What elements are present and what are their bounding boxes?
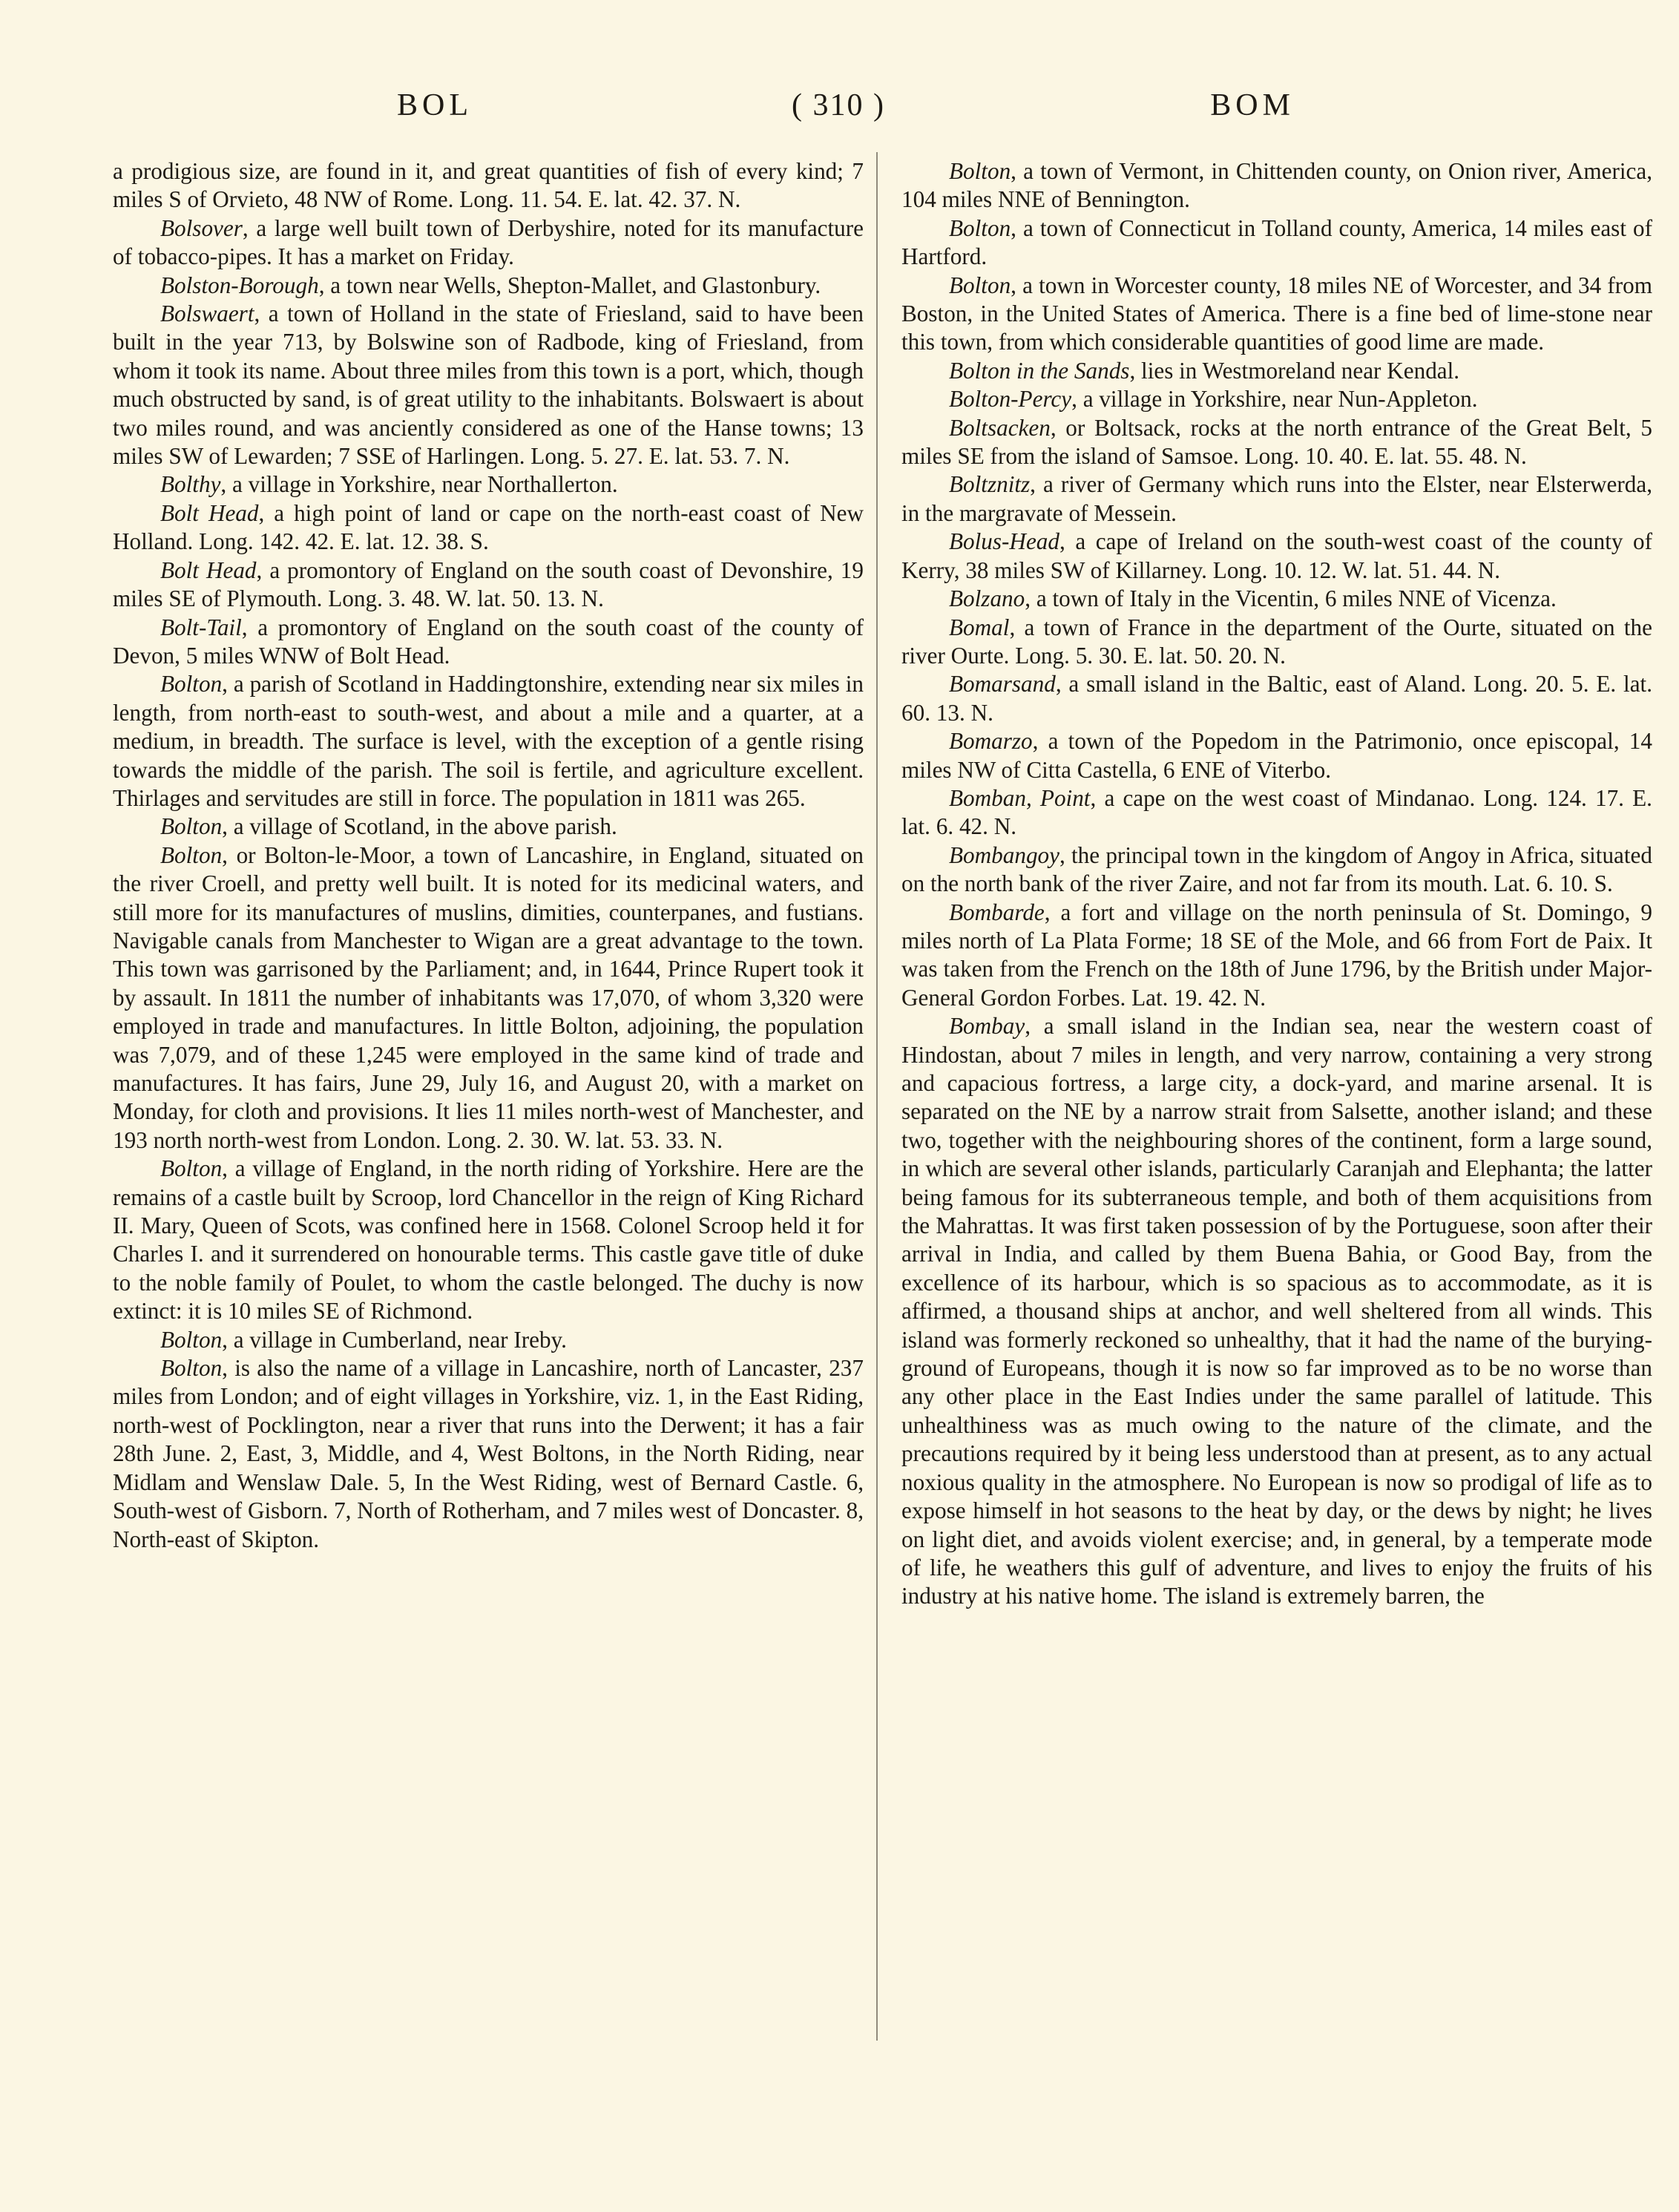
gazetteer-entry bbox=[901, 357, 1652, 385]
entry-headword: Boltsacken bbox=[949, 414, 1051, 441]
gazetteer-entry bbox=[901, 214, 1652, 272]
gazetteer-entry bbox=[113, 1354, 864, 1554]
gazetteer-entry bbox=[113, 470, 864, 499]
entry-headword: Bombay bbox=[949, 1013, 1025, 1040]
entry-headword: Bolt Head bbox=[160, 499, 259, 526]
entry-headword: Bolzano bbox=[949, 585, 1025, 612]
gazetteer-entry bbox=[901, 841, 1652, 899]
entry-headword: Bolthy bbox=[160, 471, 221, 498]
entry-text: , a promontory of England on the south coast of Devonshire, 19 miles SE of Plymouth. Long. 3. 48. W. lat. 50. 13. N. bbox=[113, 557, 864, 612]
entry-headword: Bomban, Point bbox=[949, 784, 1091, 811]
entry-text: , a parish of Scotland in Haddingtonshire, extending near six miles in length, from north-east to south-west, and about a mile and a quarter, at a medium, in breadth. The surface is level, with the exception of a gentle rising towards the middle of the parish. The soil is fertile, and agriculture excellent. Thirlages and servitudes are still in force. The population in 1811 was 265. bbox=[113, 671, 864, 811]
header-right-guideword: BOM bbox=[1210, 88, 1295, 122]
gazetteer-entry bbox=[113, 614, 864, 671]
right-column bbox=[901, 157, 1652, 1611]
gazetteer-entry bbox=[113, 841, 864, 1155]
page-header bbox=[111, 88, 1565, 140]
gazetteer-entry bbox=[901, 614, 1652, 671]
entry-text: , a cape on the west coast of Mindanao. Long. 124. 17. E. lat. 6. 42. N. bbox=[901, 784, 1652, 840]
entry-headword: Bolton bbox=[160, 1155, 223, 1182]
entry-headword: Bolsover bbox=[160, 214, 243, 241]
entry-text: , lies in Westmoreland near Kendal. bbox=[1129, 357, 1460, 384]
gazetteer-entry bbox=[113, 557, 864, 614]
entry-headword: Bolton bbox=[160, 671, 223, 698]
entry-headword: Bolton bbox=[160, 1326, 223, 1353]
gazetteer-entry bbox=[113, 670, 864, 813]
entry-text: , a village in Yorkshire, near Northallerton. bbox=[220, 471, 618, 498]
entry-text: , a high point of land or cape on the north-east coast of New Holland. Long. 142. 42. E. lat. 12. 38. S. bbox=[113, 499, 864, 555]
entry-text: , a village in Cumberland, near Ireby. bbox=[222, 1326, 567, 1353]
gazetteer-entry bbox=[113, 272, 864, 300]
entry-text: , a town of France in the department of the Ourte, situated on the river Ourte. Long. 5. 30. E. lat. 50. 20. N. bbox=[901, 614, 1652, 669]
gazetteer-entry bbox=[113, 499, 864, 557]
entry-text: , or Boltsack, rocks at the north entrance of the Great Belt, 5 miles SE from the island of Samsoe. Long. 10. 40. E. lat. 55. 48. N. bbox=[901, 414, 1652, 470]
entry-headword: Bolton bbox=[949, 214, 1011, 241]
entry-headword: Bombangoy bbox=[949, 841, 1059, 868]
entry-text: , a village of Scotland, in the above parish. bbox=[222, 813, 617, 840]
entry-text: , a town near Wells, Shepton-Mallet, and Glastonbury. bbox=[318, 272, 821, 298]
entry-text: , a cape of Ireland on the south-west coast of the county of Kerry, 38 miles SW of Killarney. Long. 10. 12. W. lat. 51. 44. N. bbox=[901, 528, 1652, 583]
entry-text: , a river of Germany which runs into the Elster, near Elsterwerda, in the margravate of Messein. bbox=[901, 471, 1652, 526]
entry-text: , a town of Italy in the Vicentin, 6 miles NNE of Vicenza. bbox=[1025, 585, 1557, 612]
entry-headword: Bolus-Head bbox=[949, 528, 1059, 555]
entry-headword: Boltznitz bbox=[949, 471, 1031, 498]
entry-headword: Bolton bbox=[160, 1355, 223, 1382]
entry-text: , a fort and village on the north peninsula of St. Domingo, 9 miles north of La Plata Forme; 18 SE of the Mole, and 66 from Fort de Paix. It was taken from the French on the 18th of June 1796, by the British under Major-General Gordon Forbes. Lat. 19. 42. N. bbox=[901, 899, 1652, 1011]
entry-text: , a town of Vermont, in Chittenden county, on Onion river, America, 104 miles NNE of Bennington. bbox=[901, 158, 1652, 213]
gazetteer-entry bbox=[113, 1326, 864, 1354]
entry-text: a prodigious size, are found in it, and great quantities of fish of every kind; 7 miles S of Orvieto, 48 NW of Rome. Long. 11. 54. E. lat. 42. 37. N. bbox=[113, 158, 864, 213]
gazetteer-entry bbox=[113, 214, 864, 272]
gazetteer-entry bbox=[901, 784, 1652, 841]
header-left-guideword: BOL bbox=[397, 88, 473, 122]
entry-text: , a town of the Popedom in the Patrimonio, once episcopal, 14 miles NW of Citta Castella, 6 ENE of Viterbo. bbox=[901, 728, 1652, 783]
gazetteer-entry bbox=[901, 272, 1652, 357]
gazetteer-entry bbox=[901, 528, 1652, 585]
gazetteer-entry bbox=[901, 157, 1652, 214]
entry-headword: Bolton bbox=[949, 272, 1011, 298]
entry-text: , a village of England, in the north riding of Yorkshire. Here are the remains of a castle built by Scroop, lord Chancellor in the reign of King Richard II. Mary, Queen of Scots, was confined here in 1568. Colonel Scroop held it for Charles I. and it surrendered on honourable terms. This castle gave title of duke to the noble family of Poulet, to whom the castle belonged. The duchy is now extinct: it is 10 miles SE of Richmond. bbox=[113, 1155, 864, 1325]
entry-headword: Bolt-Tail bbox=[160, 614, 242, 640]
entry-headword: Bolton in the Sands bbox=[949, 357, 1130, 384]
entry-text: , a small island in the Indian sea, near the western coast of Hindostan, about 7 miles in length, and very narrow, containing a very strong and capacious fortress, a large city, a dock-yard, and marine arsenal. It is separated on the NE by a narrow strait from Salsette, another island; and these two, together with the neighbouring shores of the continent, form a large sound, in which are several other islands, particularly Caranjah and Elephanta; the latter being famous for its subterraneous temple, and both of them acquisitions from the Mahrattas. It was first taken possession of by the Portuguese, soon after their arrival in India, and called by them Buena Bahia, or Good Bay, from the excellence of its harbour, which is so spacious as to accommodate, as it is affirmed, a thousand ships at anchor, and well sheltered from all winds. This island was formerly reckoned so unhealthy, that it had the name of the burying-ground of Europeans, though it is now so far improved as to be no worse than any other place in the East Indies under the same parallel of latitude. This unhealthiness was as much owing to the nature of the climate, and the precautions required by it being less understood than at present, as to any actual noxious quality in the atmosphere. No European is now so prodigal of life as to expose himself in hot seasons to the heat by day, or the dews by night; he lives on light diet, and avoids violent exercise; and, in general, by a temperate mode of life, he weathers this gulf of adventure, and lives to enjoy the fruits of his industry at his native home. The island is extremely barren, the bbox=[901, 1013, 1652, 1609]
gazetteer-entry bbox=[113, 813, 864, 841]
gazetteer-entry bbox=[901, 385, 1652, 413]
entry-text: , the principal town in the kingdom of Angoy in Africa, situated on the north bank of the river Zaire, and not far from its mouth. Lat. 6. 10. S. bbox=[901, 841, 1652, 897]
entry-text: , a promontory of England on the south coast of the county of Devon, 5 miles WNW of Bolt Head. bbox=[113, 614, 864, 669]
left-column bbox=[113, 157, 864, 1554]
entry-headword: Bombarde bbox=[949, 899, 1045, 925]
entry-headword: Bolston-Borough bbox=[160, 272, 319, 298]
entry-text: , a town of Connecticut in Tolland county, America, 14 miles east of Hartford. bbox=[901, 214, 1652, 270]
gazetteer-entry bbox=[901, 727, 1652, 784]
entry-headword: Bolton bbox=[160, 841, 223, 868]
entry-headword: Bolt Head bbox=[160, 557, 257, 583]
gazetteer-entry bbox=[901, 470, 1652, 528]
gazetteer-entry bbox=[113, 1155, 864, 1325]
entry-text: , a village in Yorkshire, near Nun-Appleton. bbox=[1071, 386, 1478, 413]
entry-text: , a small island in the Baltic, east of Aland. Long. 20. 5. E. lat. 60. 13. N. bbox=[901, 671, 1652, 726]
entry-headword: Bomal bbox=[949, 614, 1010, 640]
gazetteer-entry bbox=[113, 300, 864, 470]
page-number: ( 310 ) bbox=[792, 88, 885, 122]
entry-text: , a large well built town of Derbyshire, noted for its manufacture of tobacco-pipes. It has a market on Friday. bbox=[113, 214, 864, 270]
gazetteer-entry bbox=[901, 1012, 1652, 1611]
gazetteer-entry bbox=[901, 414, 1652, 471]
entry-headword: Bolton-Percy bbox=[949, 386, 1072, 413]
gazetteer-entry bbox=[901, 585, 1652, 613]
gazetteer-entry bbox=[901, 670, 1652, 727]
gazetteer-entry bbox=[901, 899, 1652, 1013]
entry-text: , a town of Holland in the state of Friesland, said to have been built in the year 713, by Bolswine son of Radbode, king of Friesland, from whom it took its name. About three miles from this town is a port, which, though much obstructed by sand, is of great utility to the inhabitants. Bolswaert is about two miles round, and was anciently considered as one of the Hanse towns; 13 miles SW of Lewarden; 7 SSE of Harlingen. Long. 5. 27. E. lat. 53. 7. N. bbox=[113, 301, 864, 470]
entry-text: , a town in Worcester county, 18 miles NE of Worcester, and 34 from Boston, in the United States of America. There is a fine bed of lime-stone near this town, from which considerable quantities of good lime are made. bbox=[901, 272, 1652, 355]
entry-text: , is also the name of a village in Lancashire, north of Lancaster, 237 miles from London; and of eight villages in Yorkshire, viz. 1, in the East Riding, north-west of Pocklington, near a river that runs into the Derwent; it has a fair 28th June. 2, East, 3, Middle, and 4, West Boltons, in the North Riding, near Midlam and Wenslaw Dale. 5, In the West Riding, west of Bernard Castle. 6, South-west of Gisborn. 7, North of Rotherham, and 7 miles west of Doncaster. 8, North-east of Skipton. bbox=[113, 1355, 864, 1552]
entry-text: , or Bolton-le-Moor, a town of Lancashire, in England, situated on the river Croell, and pretty well built. It is noted for its medicinal waters, and still more for its manufactures of muslins, dimities, counterpanes, and fustians. Navigable canals from Manchester to Wigan are a great advantage to the town. This town was garrisoned by the Parliament; and, in 1644, Prince Rupert took it by assault. In 1811 the number of inhabitants was 17,070, of whom 3,320 were employed in trade and manufactures. In little Bolton, adjoining, the population was 7,079, and of these 1,245 were employed in the same kind of trade and manufactures. It has fairs, June 29, July 16, and August 20, with a market on Monday, for cloth and provisions. It lies 11 miles north-west of Manchester, and 193 north north-west from London. Long. 2. 30. W. lat. 53. 33. N. bbox=[113, 841, 864, 1153]
gazetteer-entry bbox=[113, 157, 864, 214]
entry-headword: Bomarsand bbox=[949, 671, 1056, 698]
entry-headword: Bolton bbox=[949, 158, 1011, 184]
entry-headword: Bolton bbox=[160, 813, 223, 840]
column-divider bbox=[876, 152, 878, 2041]
entry-headword: Bolswaert bbox=[160, 301, 254, 327]
entry-headword: Bomarzo bbox=[949, 728, 1033, 755]
